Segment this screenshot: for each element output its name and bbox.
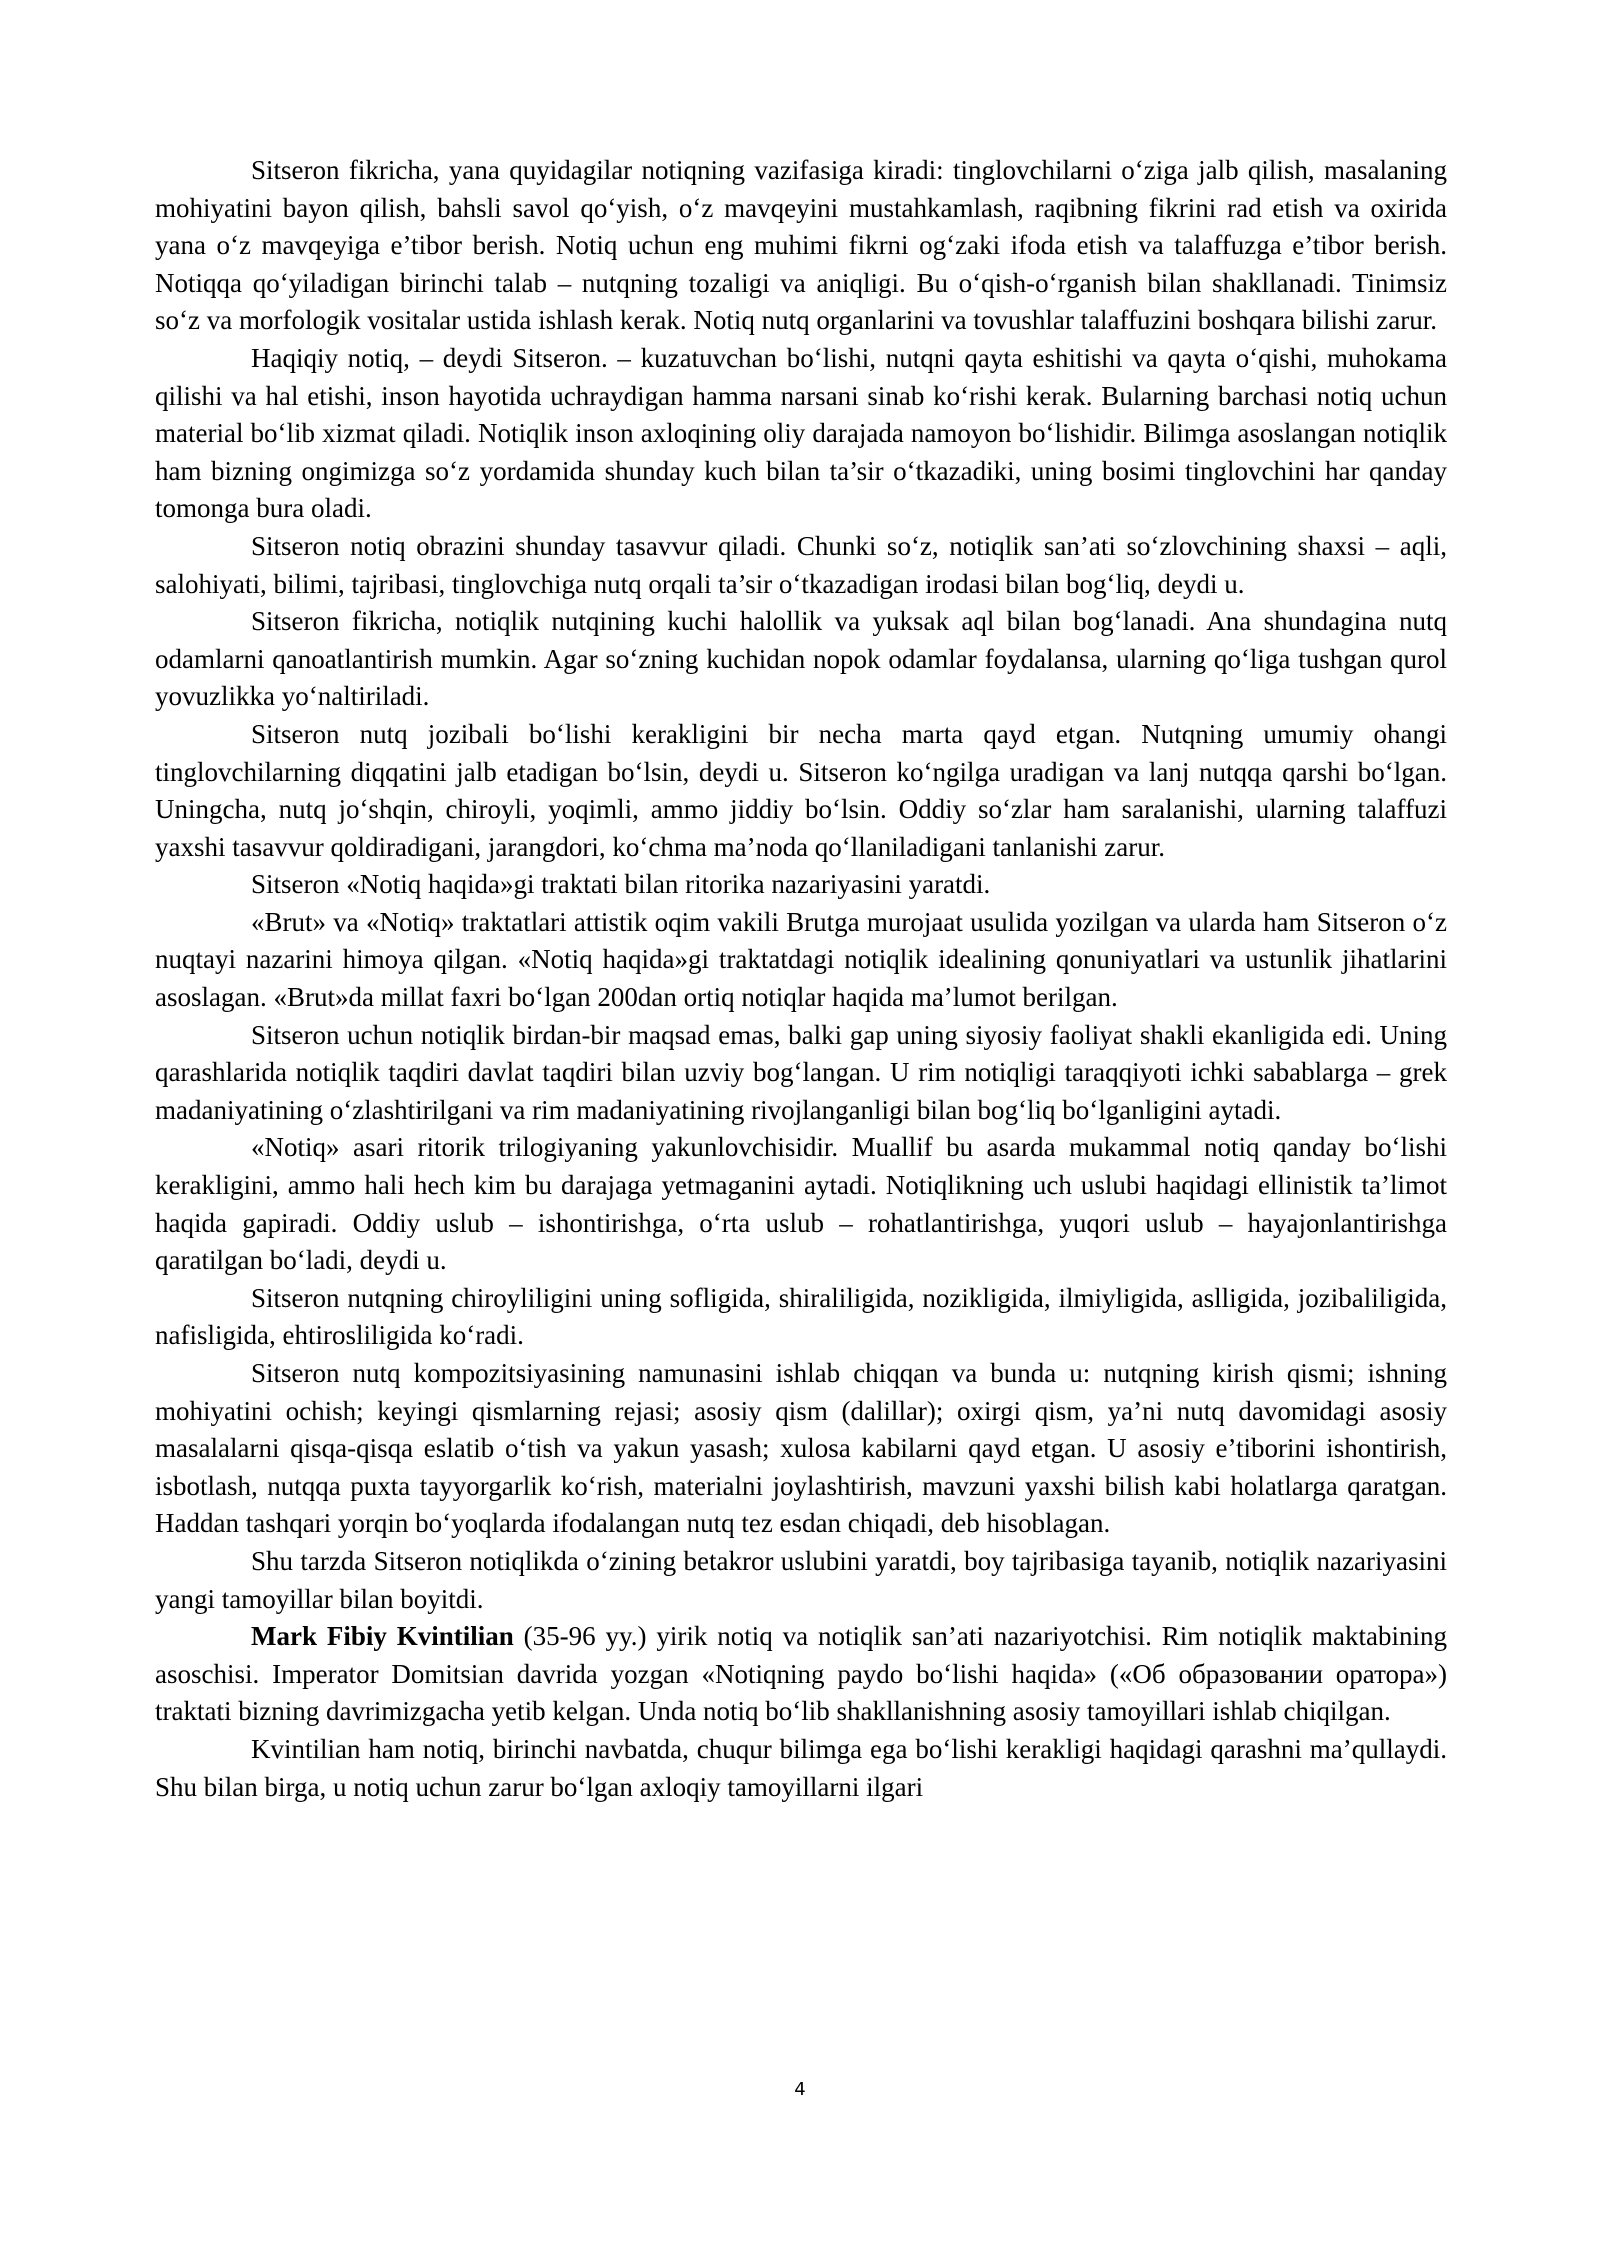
page-number: 4 [794, 2079, 806, 2100]
kvintilian-paragraph [155, 1618, 1447, 1731]
paragraph: Sitseron fikricha, notiqlik nutqining kuchi halollik va yuksak aql bilan bog‘lanadi. Ana shundagina nutq odamlarni qanoatlantirish mumkin. Agar so‘zning kuchidan nopok odamlar foydalansa, ularning qo‘liga tushgan qurol yovuzlikka yo‘naltiriladi. [155, 606, 1447, 712]
paragraph: Sitseron nutq jozibali bo‘lishi kerakligini bir necha marta qayd etgan. Nutqning umumiy ohangi tinglovchilarning diqqatini jalb etadigan bo‘lsin, deydi u. Sitseron ko‘ngilga uradigan va lanj nutqqa qarshi bo‘lgan. Uningcha, nutq jo‘shqin, chiroyli, yoqimli, ammo jiddiy bo‘lsin. Oddiy so‘zlar ham saralanishi, ularning talaffuzi yaxshi tasavvur qoldiradigani, jarangdori, ko‘chma ma’noda qo‘llaniladigani tanlanishi zarur. [155, 718, 1447, 862]
kvintilian-name: Mark Fibiy Kvintilian [251, 1621, 514, 1652]
paragraph: «Brut» va «Notiq» traktatlari attistik oqim vakili Brutga murojaat usulida yozilgan va ularda ham Sitseron o‘z nuqtayi nazarini himoya qilgan. «Notiq haqida»gi traktatdagi notiqlik idealining qonuniyatlari va ustunlik jihatlarini asoslagan. «Brut»da millat faxri bo‘lgan 200dan ortiq notiqlar haqida ma’lumot berilgan. [155, 906, 1447, 1013]
paragraph: Sitseron nutqning chiroyliligini uning sofligida, shiraliligida, nozikligida, ilmiyligida, aslligida, jozibaliligida, nafisligida, ehtirosliligida ko‘radi. [155, 1282, 1447, 1351]
paragraph: Sitseron notiq obrazini shunday tasavvur qiladi. Chunki so‘z, notiqlik san’ati so‘zlovchining shaxsi – aqli, salohiyati, bilimi, tajribasi, tinglovchiga nutq orqali ta’sir o‘tkazadigan irodasi bilan bog‘liq, deydi u. [155, 530, 1447, 599]
paragraph: Sitseron fikricha, yana quyidagilar notiqning vazifasiga kiradi: tinglovchilarni o‘ziga jalb qilish, masalaning mohiyatini bayon qilish, bahsli savol qo‘yish, o‘z mavqeyini mustahkamlash, raqibning fikrini rad etish va oxirida yana o‘z mavqeyiga e’tibor berish. Notiq uchun eng muhimi fikrni og‘zaki ifoda etish va talaffuzga e’tibor berish. Notiqqa qo‘yiladigan birinchi talab – nutqning tozaligi va aniqligi. Bu o‘qish-o‘rganish bilan shakllanadi. Tinimsiz so‘z va morfologik vositalar ustida ishlash kerak. Notiq nutq organlarini va tovushlar talaffuzini boshqara bilishi zarur. [155, 155, 1447, 336]
paragraph: Haqiqiy notiq, – deydi Sitseron. – kuzatuvchan bo‘lishi, nutqni qayta eshitishi va qayta o‘qishi, muhokama qilishi va hal etishi, inson hayotida uchraydigan hamma narsani sinab ko‘rishi kerak. Bularning barchasi notiq uchun material bo‘lib xizmat qiladi. Notiqlik inson axloqining oliy darajada namoyon bo‘lishidir. Bilimga asoslangan notiqlik ham bizning ongimizga so‘z yordamida shunday kuch bilan ta’sir o‘tkazadiki, uning bosimi tinglovchini har qanday tomonga bura oladi. [155, 342, 1447, 524]
paragraph: «Notiq» asari ritorik trilogiyaning yakunlovchisidir. Muallif bu asarda mukammal notiq qanday bo‘lishi kerakligini, ammo hali hech kim bu darajaga yetmaganini aytadi. Notiqlikning uch uslubi haqidagi ellinistik ta’limot haqida gapiradi. Oddiy uslub – ishontirishga, o‘rta uslub – rohatlantirishga, yuqori uslub – hayajonlantirishga qaratilgan bo‘ladi, deydi u. [155, 1132, 1447, 1276]
kvintilian-text: (35-96 yy.) yirik notiq va notiqlik san’ati nazariyotchisi. Rim notiqlik maktabining asoschisi. Imperator Domitsian davrida yozgan «Notiqning paydo bo‘lishi haqida» («Об образовании оратора») traktati bizning davrimizgacha yetib kelgan. Unda notiq bo‘lib shakllanishning asosiy tamoyillari ishlab chiqilgan. [155, 1621, 1448, 1727]
paragraph: Sitseron «Notiq haqida»gi traktati bilan ritorika nazariyasini yaratdi. [251, 869, 991, 900]
paragraph: Shu tarzda Sitseron notiqlikda o‘zining betakror uslubini yaratdi, boy tajribasiga tayanib, notiqlik nazariyasini yangi tamoyillar bilan boyitdi. [155, 1545, 1447, 1614]
paragraph: Sitseron uchun notiqlik birdan-bir maqsad emas, balki gap uning siyosiy faoliyat shakli ekanligida edi. Uning qarashlarida notiqlik taqdiri davlat taqdiri bilan uzviy bog‘langan. U rim notiqligi taraqqiyoti ichki sabablarga – grek madaniyatining o‘zlashtirilgani va rim madaniyatining rivojlanganligi bilan bog‘liq bo‘lganligini aytadi. [155, 1019, 1447, 1125]
paragraph: Kvintilian ham notiq, birinchi navbatda, chuqur bilimga ega bo‘lishi kerakligi haqidagi qarashni ma’qullaydi. Shu bilan birga, u notiq uchun zarur bo‘lgan axloqiy tamoyillarni ilgari [155, 1733, 1447, 1802]
paragraph: Sitseron nutq kompozitsiyasining namunasini ishlab chiqqan va bunda u: nutqning kirish qismi; ishning mohiyatini ochish; keyingi qismlarning rejasi; asosiy qism (dalillar); oxirgi qism, ya’ni nutq davomidagi asosiy masalalarni qisqa-qisqa eslatib o‘tish va yakun yasash; xulosa kabilarni qayd etgan. U asosiy e’tiborini ishontirish, isbotlash, nutqqa puxta tayyorgarlik ko‘rish, materialni joylashtirish, mavzuni yaxshi bilish kabi holatlarga qaratgan. Haddan tashqari yorqin bo‘yoqlarda ifodalangan nutq tez esdan chiqadi, deb hisoblagan. [155, 1358, 1447, 1539]
document-page [155, 152, 1447, 1806]
